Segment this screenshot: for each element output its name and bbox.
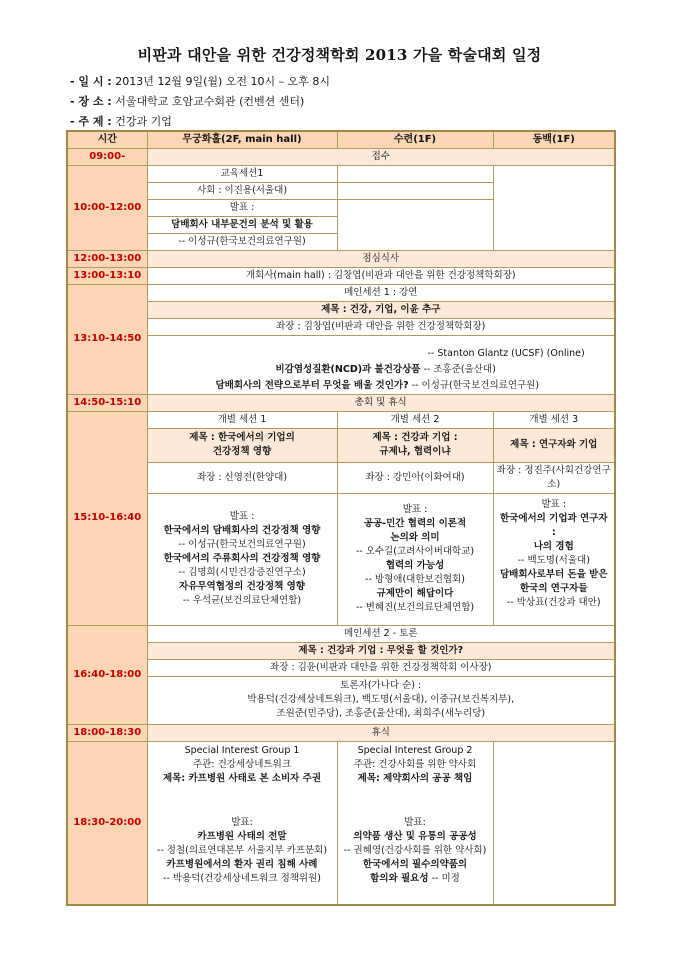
ind-session2-presentations — [337, 493, 493, 625]
sig1-host: 주관: 건강세상네트워크 — [193, 758, 291, 770]
sig1-pres1-by: -- 정철(의료연대본부 서울지부 카프분회) — [156, 844, 328, 856]
main1-subject: 제목 : 건강, 기업, 이윤 추구 — [147, 302, 615, 319]
spacer-cell — [147, 336, 615, 346]
theme-value: 건강과 기업 — [115, 115, 172, 128]
break1-cell: 총회 및 휴식 — [147, 394, 615, 411]
sig2-pres1-title: 의약품 생산 및 유통의 공공성 — [353, 830, 477, 842]
info-theme — [70, 113, 172, 129]
ind-session3-presentations — [493, 493, 615, 625]
edu-session-title: 교육세션1 — [147, 166, 337, 183]
edu-pres-title: 담배회사 내부문건의 분석 및 활용 — [147, 217, 337, 234]
table-row — [67, 493, 615, 625]
theme-label: - 주 제 : — [70, 115, 112, 128]
venue-value: 서울대학교 호암교수회관 (컨벤션 센터) — [115, 95, 305, 108]
ind3-pres2-title-line1: 담배회사로부터 돈을 받은 — [499, 568, 608, 580]
main2-chair: 좌장 : 김윤(비판과 대안을 위한 건강정책학회 이사장) — [147, 659, 615, 676]
sig2-pres2-title-line1: 한국에서의 필수의약품의 — [362, 858, 468, 870]
sig2-subject: 제목: 제약회사의 공공 책임 — [357, 772, 473, 784]
main1-speaker3-title: 담배회사의 전략으로부터 무엇을 배울 것인가? — [215, 379, 409, 391]
sig2-cell — [337, 741, 493, 905]
ind1-pres1-by: -- 이성규(한국보건의료연구원) — [178, 539, 306, 550]
ind2-pres3-by: -- 변혜진(보건의료단체연합) — [355, 602, 475, 613]
ind3-pres2-title-line2: 한국의 연구자들 — [519, 582, 588, 594]
table-row — [67, 166, 615, 183]
empty-cell — [337, 166, 493, 183]
sig2-pres2-by: -- 미정 — [431, 872, 460, 884]
sig1-cell — [147, 741, 337, 905]
empty-cell — [493, 166, 615, 251]
table-row — [67, 625, 615, 642]
edu-session-chair: 사회 : 이진용(서울대) — [147, 183, 337, 200]
table-row — [67, 642, 615, 659]
time-cell: 12:00-13:00 — [67, 251, 147, 268]
table-row — [67, 462, 615, 493]
edu-pres-label: 발표 : — [147, 200, 337, 217]
header-time: 시간 — [67, 131, 147, 149]
table-row — [67, 428, 615, 462]
ind-session1-subject — [147, 428, 337, 462]
time-cell: 16:40-18:00 — [67, 625, 147, 724]
sig2-pres2-title-line2 — [341, 872, 490, 886]
table-row — [67, 302, 615, 319]
table-row — [67, 378, 615, 395]
info-venue — [70, 93, 304, 109]
sig1-pres1-title: 카프병원 사태의 전말 — [197, 830, 287, 842]
table-row — [67, 285, 615, 302]
main2-panel-line1: 박용덕(건강세상네트워크), 백도명(서울대), 이중규(보건복지부), — [247, 694, 515, 705]
time-cell: 10:00-12:00 — [67, 166, 147, 251]
empty-cell — [337, 183, 493, 200]
table-row — [67, 741, 615, 905]
empty-cell — [337, 200, 493, 251]
table-row — [67, 659, 615, 676]
main1-speaker3-by: -- 이성규(한국보건의료연구원) — [411, 379, 540, 391]
pres-label: 발표 : — [402, 504, 428, 515]
ind2-pres1-by: -- 오수길(고려사이버대학교) — [355, 546, 475, 557]
ind1-subject-line1: 제목 : 한국에서의 기업의 — [189, 432, 295, 443]
registration-cell: 접수 — [147, 149, 615, 166]
ind-session1-title: 개별 세션 1 — [147, 411, 337, 428]
empty-cell — [493, 741, 615, 905]
main1-chair: 좌장 : 김창엽(비판과 대안을 위한 건강정책학회장) — [147, 319, 615, 336]
header-hall2: 수련(1F) — [337, 131, 493, 149]
ind2-pres3-title: 규제만이 해답이다 — [376, 588, 454, 599]
table-row — [67, 362, 615, 378]
ind3-pres1-title-line2: 나의 경험 — [533, 540, 574, 552]
ind1-pres2-by: -- 김명희(시민건강증진연구소) — [178, 567, 306, 578]
break2-cell: 휴식 — [147, 724, 615, 741]
ind1-pres1-title: 한국에서의 담배회사의 건강정책 영향 — [163, 525, 321, 536]
ind-session3-subject: 제목 : 연구자와 기업 — [493, 428, 615, 462]
schedule-table — [66, 130, 616, 906]
main1-speaker3 — [147, 378, 615, 395]
main2-panel-line2: 조원준(민주당), 조홍준(울산대), 최희주(새누리당) — [276, 708, 486, 719]
spacer — [341, 786, 490, 816]
info-date — [70, 73, 330, 89]
ind2-subject-line2: 규제냐, 협력이냐 — [379, 446, 451, 457]
sig1-pres2-by: -- 박용덕(건강세상네트워크 정책위원) — [163, 872, 321, 884]
sig1-pres2-title: 카프병원에서의 환자 권리 침해 사례 — [166, 858, 318, 870]
table-row — [67, 676, 615, 724]
main2-title: 메인세션 2 - 토론 — [147, 625, 615, 642]
ind1-pres3-by: -- 우석균(보건의료단체연합) — [182, 595, 302, 606]
spacer — [151, 786, 334, 816]
main2-panel-label: 토론자(가나다 순) : — [340, 680, 422, 691]
ind-session3-chair: 좌장 : 정진주(사회건강연구소) — [493, 462, 615, 493]
table-row — [67, 394, 615, 411]
sig2-pres-label: 발표: — [404, 816, 426, 828]
table-row — [67, 336, 615, 346]
time-cell: 15:10-16:40 — [67, 411, 147, 625]
venue-label: - 장 소 : — [70, 95, 112, 108]
ind1-pres2-title: 한국에서의 주류회사의 건강정책 영향 — [163, 553, 321, 564]
main1-speaker1: -- Stanton Glantz (UCSF) (Online) — [147, 346, 615, 362]
sig2-pres2-title-line2-text: 함의와 필요성 — [370, 872, 429, 884]
time-cell: 18:30-20:00 — [67, 741, 147, 905]
sig2-host: 주관: 건강사회를 위한 약사회 — [353, 758, 477, 770]
table-row — [67, 149, 615, 166]
sig2-title: Special Interest Group 2 — [357, 744, 473, 756]
page-title: 비판과 대안을 위한 건강정책학회 2013 가을 학술대회 일정 — [137, 46, 542, 64]
time-cell: 13:00-13:10 — [67, 268, 147, 285]
time-cell: 13:10-14:50 — [67, 285, 147, 395]
time-cell: 09:00- — [67, 149, 147, 166]
table-row — [67, 724, 615, 741]
ind-session2-title: 개별 세션 2 — [337, 411, 493, 428]
main1-speaker2 — [147, 362, 615, 378]
opening-cell: 개회사(main hall) : 김창엽(비판과 대안을 위한 건강정책학회장) — [147, 268, 615, 285]
ind-session1-presentations — [147, 493, 337, 625]
table-row — [67, 319, 615, 336]
pres-label: 발표 : — [541, 498, 567, 510]
header-hall3: 동백(1F) — [493, 131, 615, 149]
table-row — [67, 411, 615, 428]
ind2-pres2-by: -- 방형애(대한보건협회) — [365, 574, 465, 585]
ind2-pres2-title: 협력의 가능성 — [385, 560, 445, 571]
main1-title: 메인세션 1 : 강연 — [147, 285, 615, 302]
date-value: 2013년 12월 9일(월) 오전 10시 – 오후 8시 — [115, 75, 331, 88]
ind-session1-chair: 좌장 : 신영전(한양대) — [147, 462, 337, 493]
ind-session2-chair: 좌장 : 강민아(이화여대) — [337, 462, 493, 493]
sig2-pres1-by: -- 권혜영(건강사회를 위한 약사회) — [343, 844, 487, 856]
edu-pres-by: -- 이성규(한국보건의료연구원) — [147, 234, 337, 251]
ind2-pres1-title-line2: 논의와 의미 — [390, 532, 440, 543]
ind1-subject-line2: 건강정책 영향 — [212, 446, 272, 457]
ind1-pres3-title: 자유무역협정의 건강정책 영향 — [179, 581, 305, 592]
ind-session2-subject — [337, 428, 493, 462]
ind-session3-title: 개별 세션 3 — [493, 411, 615, 428]
ind2-subject-line1: 제목 : 건강과 기업 : — [372, 432, 458, 443]
header-hall1: 무궁화홀(2F, main hall) — [147, 131, 337, 149]
ind3-pres1-by: -- 백도명(서울대) — [517, 554, 590, 566]
ind2-pres1-title-line1: 공공-민간 협력의 이론적 — [363, 518, 467, 529]
sig1-pres-label: 발표: — [231, 816, 253, 828]
ind3-pres1-title-line1: 한국에서의 기업과 연구자 : — [499, 512, 608, 538]
table-row — [67, 346, 615, 362]
date-label: - 일 시 : — [70, 75, 112, 88]
sig1-subject: 제목: 카프병원 사태로 본 소비자 주권 — [163, 772, 321, 784]
main1-speaker2-by: -- 조홍준(울산대) — [423, 363, 496, 375]
main2-panel — [147, 676, 615, 724]
table-row — [67, 268, 615, 285]
sig1-title: Special Interest Group 1 — [184, 744, 300, 756]
time-cell: 18:00-18:30 — [67, 724, 147, 741]
main2-subject: 제목 : 건강과 기업 : 무엇을 할 것인가? — [147, 642, 615, 659]
main1-speaker2-title: 비감염성질환(NCD)과 불건강상품 — [275, 363, 421, 375]
table-row — [67, 251, 615, 268]
table-header-row — [67, 131, 615, 149]
lunch-cell: 점심식사 — [147, 251, 615, 268]
pres-label: 발표 : — [229, 511, 255, 522]
time-cell: 14:50-15:10 — [67, 394, 147, 411]
ind3-pres2-by: -- 박상표(건강과 대안) — [506, 596, 601, 608]
